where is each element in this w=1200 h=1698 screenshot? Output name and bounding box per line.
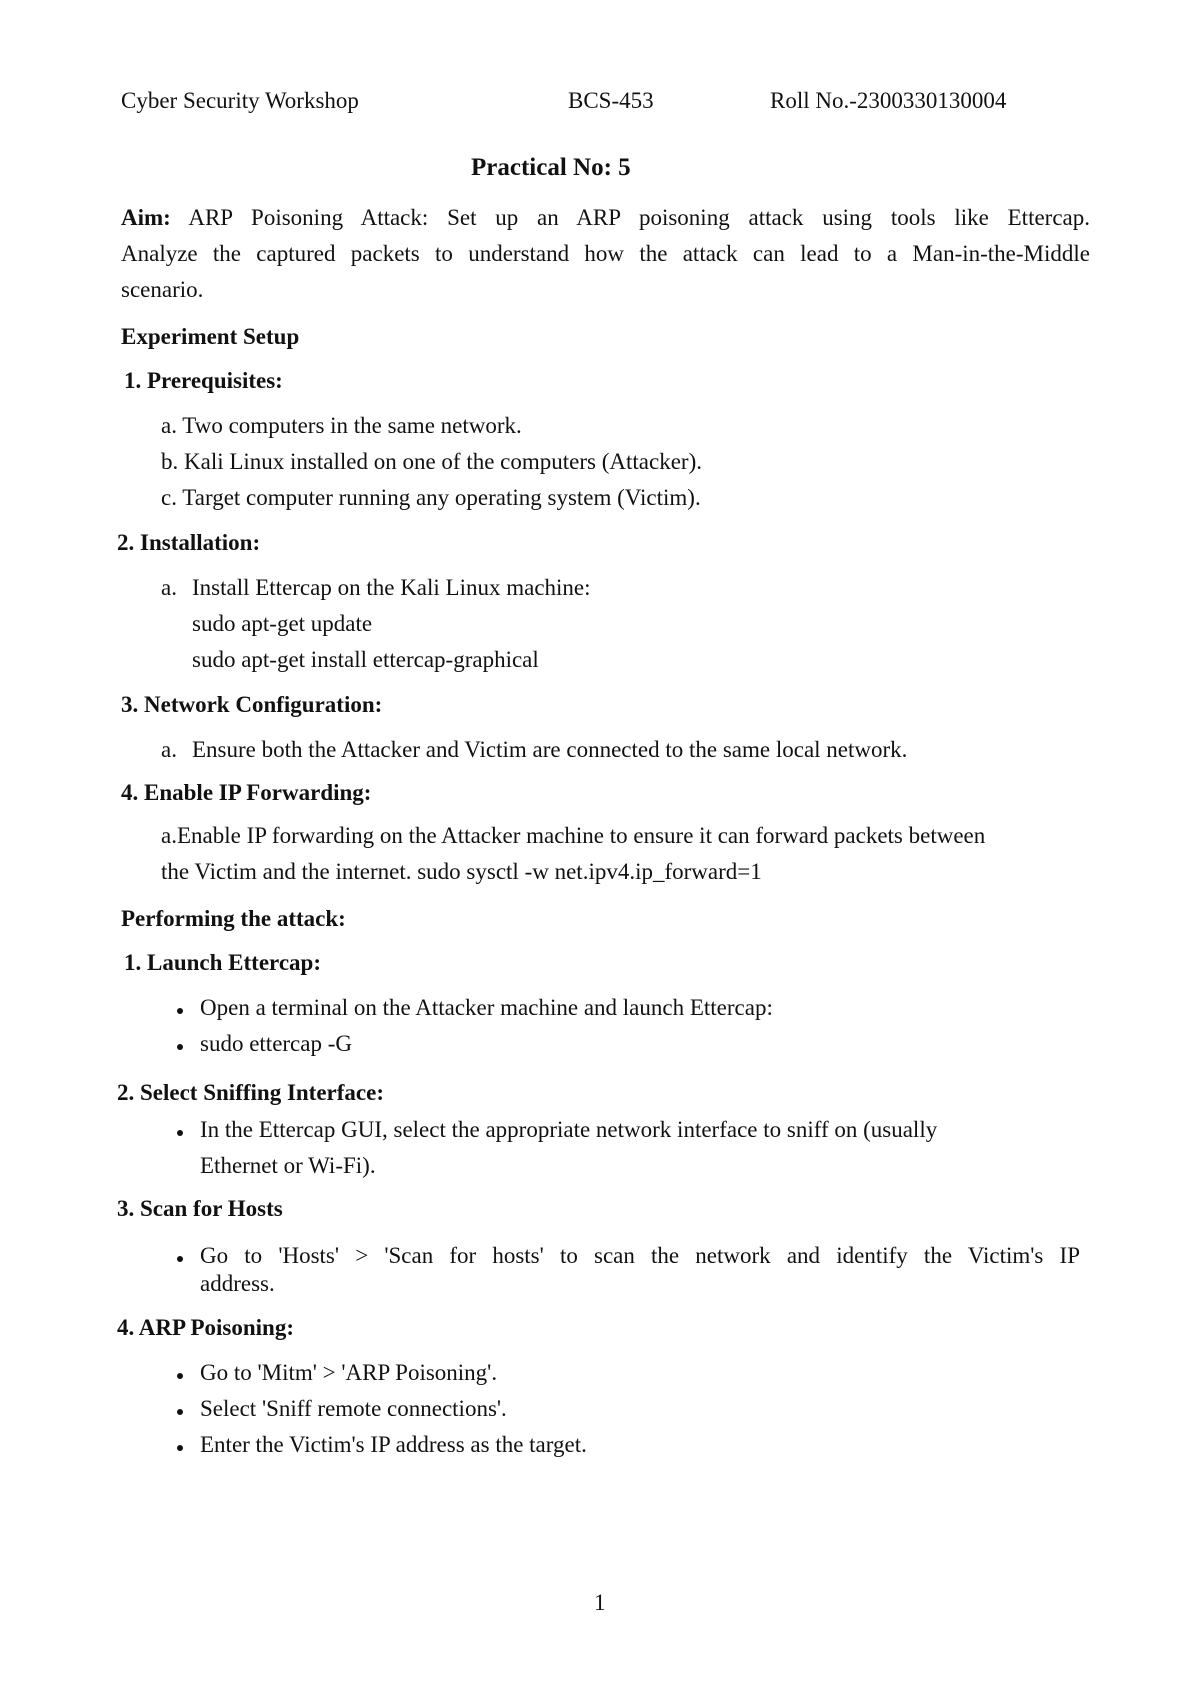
aim-label: Aim: [121, 205, 171, 230]
attack-heading: Performing the attack: [121, 906, 346, 931]
setup-heading: Experiment Setup [121, 324, 300, 349]
forwarding-heading: 4. Enable IP Forwarding: [121, 780, 372, 805]
interface-heading: 2. Select Sniffing Interface: [117, 1080, 384, 1105]
bullet-marker [177, 1409, 183, 1415]
header-course-code: BCS-453 [568, 88, 654, 113]
network-marker: a. [161, 737, 177, 762]
prerequisites-heading: 1. Prerequisites: [124, 368, 283, 393]
prerequisite-item-c: c. Target computer running any operating system (Victim). [161, 485, 701, 510]
bullet-marker [177, 1373, 183, 1379]
aim-line-2: Analyze the captured packets to understand how the attack can lead to a Man-in-the-Middle [121, 241, 1090, 266]
arp-bullet-2: Select 'Sniff remote connections'. [200, 1396, 507, 1421]
bullet-marker [177, 1044, 183, 1050]
aim-line-1 [121, 205, 1090, 231]
header-course-title: Cyber Security Workshop [121, 88, 359, 113]
bullet-marker [177, 1256, 183, 1262]
forwarding-line-1: a.Enable IP forwarding on the Attacker machine to ensure it can forward packets between [161, 823, 986, 848]
bullet-marker [177, 1008, 183, 1014]
scan-heading: 3. Scan for Hosts [117, 1196, 283, 1221]
network-item-text: Ensure both the Attacker and Victim are connected to the same local network. [192, 737, 908, 762]
arp-heading: 4. ARP Poisoning: [117, 1315, 295, 1340]
prerequisite-item-a: a. Two computers in the same network. [161, 413, 522, 438]
arp-bullet-3: Enter the Victim's IP address as the target. [200, 1432, 587, 1457]
page-title: Practical No: 5 [471, 154, 631, 181]
interface-line-1: In the Ettercap GUI, select the appropriate network interface to sniff on (usually [200, 1117, 938, 1142]
launch-bullet-2: sudo ettercap -G [200, 1031, 352, 1056]
arp-bullet-1: Go to 'Mitm' > 'ARP Poisoning'. [200, 1360, 498, 1385]
scan-line-2: address. [200, 1271, 275, 1296]
install-command-update: sudo apt-get update [192, 611, 373, 636]
installation-item-text: Install Ettercap on the Kali Linux machine: [192, 575, 591, 600]
bullet-marker [177, 1130, 183, 1136]
network-heading: 3. Network Configuration: [121, 692, 383, 717]
scan-line-1: Go to 'Hosts' > 'Scan for hosts' to scan the network and identify the Victim's IP [200, 1243, 1080, 1268]
prerequisite-item-b: b. Kali Linux installed on one of the computers (Attacker). [161, 449, 702, 474]
install-command-ettercap: sudo apt-get install ettercap-graphical [192, 647, 539, 672]
launch-heading: 1. Launch Ettercap: [124, 950, 321, 975]
page-number: 1 [594, 1590, 606, 1615]
installation-marker: a. [161, 575, 177, 600]
aim-line-3: scenario. [121, 277, 204, 302]
aim-text-1: ARP Poisoning Attack: Set up an ARP poisoning attack using tools like Ettercap. [188, 205, 1090, 230]
forwarding-line-2: the Victim and the internet. sudo sysctl -w net.ipv4.ip_forward=1 [161, 859, 762, 884]
launch-bullet-1: Open a terminal on the Attacker machine and launch Ettercap: [200, 995, 773, 1020]
interface-line-2: Ethernet or Wi-Fi). [200, 1153, 376, 1178]
header-roll-no: Roll No.-2300330130004 [770, 88, 1007, 113]
installation-heading: 2. Installation: [117, 530, 261, 555]
bullet-marker [177, 1445, 183, 1451]
